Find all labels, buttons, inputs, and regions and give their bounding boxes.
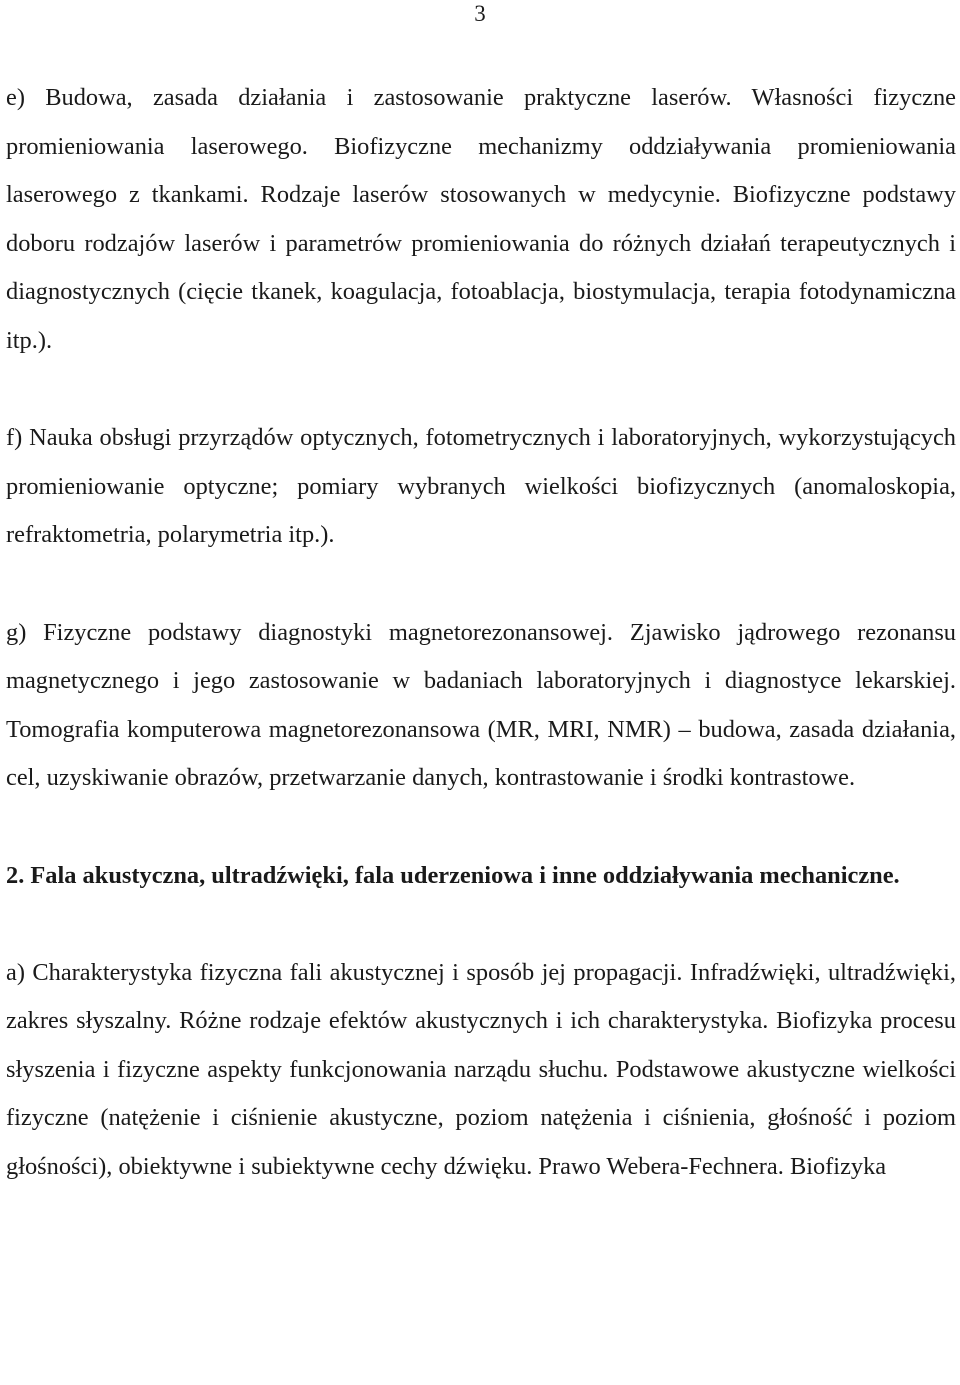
paragraph-f: f) Nauka obsługi przyrządów optycznych, fotometrycznych i laboratoryjnych, wykorzystujących promieniowanie optyczne; pomiary wybranych wielkości biofizycznych (anomaloskopia, refraktometria, polarymetria itp.). — [6, 424, 956, 549]
page-number: 3 — [474, 1, 486, 26]
paragraph-g: g) Fizyczne podstawy diagnostyki magnetorezonansowej. Zjawisko jądrowego rezonansu magnetycznego i jego zastosowanie w badaniach laboratoryjnych i diagnostyce lekarskiej. Tomografia komputerowa magnetorezonansowa (MR, MRI, NMR) – budowa, zasada działania, cel, uzyskiwanie obrazów, przetwarzanie danych, kontrastowanie i środki kontrastowe. — [6, 618, 956, 792]
section-heading: 2. Fala akustyczna, ultradźwięki, fala uderzeniowa i inne oddziaływania mechaniczne. — [6, 861, 900, 889]
document-body — [6, 74, 956, 1240]
paragraph-e: e) Budowa, zasada działania i zastosowanie praktyczne laserów. Własności fizyczne promieniowania laserowego. Biofizyczne mechanizmy oddziaływania promieniowania laserowego z tkankami. Rodzaje laserów stosowanych w medycynie. Biofizyczne podstawy doboru rodzajów laserów i parametrów promieniowania do różnych działań terapeutycznych i diagnostycznych (cięcie tkanek, koagulacja, fotoablacja, biostymulacja, terapia fotodynamiczna itp.). — [6, 84, 956, 354]
paragraph-a: a) Charakterystyka fizyczna fali akustycznej i sposób jej propagacji. Infradźwięki, ultradźwięki, zakres słyszalny. Różne rodzaje efektów akustycznych i ich charakterystyka. Biofizyka procesu słyszenia i fizyczne aspekty funkcjonowania narządu słuchu. Podstawowe akustyczne wielkości fizyczne (natężenie i ciśnienie akustyczne, poziom natężenia i ciśnienia, głośność i poziom głośności), obiektywne i subiektywne cechy dźwięku. Prawo Webera-Fechnera. Biofizyka — [6, 958, 956, 1181]
